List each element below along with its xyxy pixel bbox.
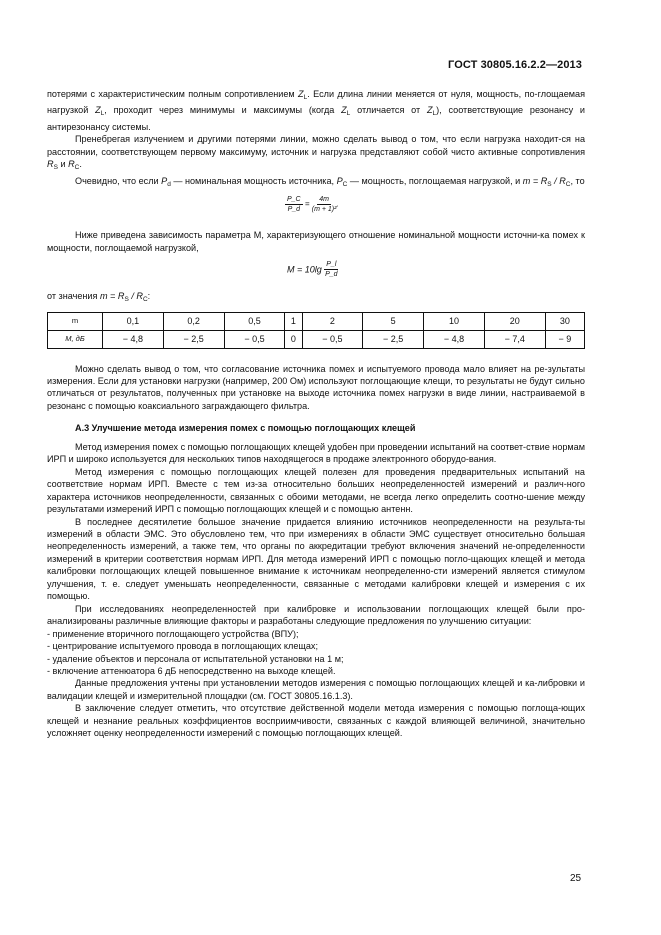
table-cell: 20 bbox=[484, 312, 545, 330]
text-fragment: потерями с характеристическим полным сопротивлением bbox=[47, 89, 299, 99]
text-fragment: , проходит через минимумы и максимумы (когда bbox=[104, 105, 342, 116]
table-cell: − 4,8 bbox=[424, 330, 485, 348]
text-fragment: — номинальная мощность источника, bbox=[170, 175, 337, 186]
paragraph-proposals-taken: Данные предложения учтены при установлении методов измерения с помощью поглощающих клещей и ка-либровки и валидации клещей и измерительной площадки (см. ГОСТ 30805.16.1.3). bbox=[47, 678, 585, 701]
table-cell: 10 bbox=[424, 312, 485, 330]
table-cell: − 0,5 bbox=[224, 330, 285, 348]
symbol-ratio: $m = R_S / R_C$ bbox=[99, 291, 148, 304]
document-header: ГОСТ 30805.16.2.2—2013 bbox=[448, 59, 582, 71]
table-cell: − 2,5 bbox=[163, 330, 224, 348]
text-fragment: и bbox=[57, 159, 69, 170]
table-m-values bbox=[47, 312, 585, 349]
list-item: - центрирование испытуемого провода в поглощающих клещах; bbox=[47, 641, 318, 652]
table-cell: − 0,5 bbox=[302, 330, 363, 348]
fraction-lhs: $\frac{P\_C}{P\_d}$ bbox=[287, 196, 301, 214]
list-item: - включение аттенюатора 6 дБ непосредственно на выходе клещей. bbox=[47, 665, 336, 676]
text-fragment: , то bbox=[570, 175, 585, 186]
paragraph-from-value bbox=[47, 290, 585, 306]
table-header-m: m bbox=[48, 312, 103, 330]
symbol-rs: $R_S$ bbox=[47, 159, 58, 172]
page-body bbox=[47, 88, 585, 740]
paragraph-final: В заключение следует отметить, что отсутствие действенной модели метода измерения с помощью поглоща-ющих клещей и незнание реальных коэффициентов восприимчивости, связанных с каждой влияющей величиной, значительно усложняет оценку неопределенности измерений с помощью поглощающих клещей. bbox=[47, 703, 585, 739]
table-cell: 0,2 bbox=[163, 312, 224, 330]
fraction-pl-pd: $\frac{P\_l}{P\_d}$ bbox=[325, 261, 338, 279]
text-fragment: Очевидно, что если bbox=[75, 175, 162, 186]
text-fragment: от значения bbox=[47, 291, 100, 302]
section-title-a3: А.3 Улучшение метода измерения помех с помощью поглощающих клещей bbox=[75, 423, 416, 434]
symbol-zl: $Z_L$ bbox=[426, 105, 437, 118]
paragraph-last-decade: В последнее десятилетие большое значение придается влиянию источников неопределенности на результа-ты измерений в области ЭМС. Это обусловлено тем, что при измерениях в области ЭМС существует относительно большая неопределенность измерений, а также тем, что органы по аккредитации требуют включения значений не-определенности измерений в критерии соответствия нормам ИРП. Для метода измерений ИРП с помощью погло-щающих клещей и метода калибровки поглощающих клещей повышенное внимание к источникам неопределенно-сти измерений является стимулом улучшения, т. е. следует уменьшать неопределенности, связанные с методами калибровки клещей и измерения с их помощью. bbox=[47, 516, 585, 602]
table-cell: − 4,8 bbox=[103, 330, 164, 348]
symbol-zl: $Z_L$ bbox=[95, 105, 105, 118]
text-fragment: Пренебрегая излучением и другими потерями линии, можно сделать вывод о том, что если нагрузка находит-ся на расстоянии, соответствующем первому максимуму, источник и нагрузка представляют собой чисто активные сопротивления bbox=[47, 134, 585, 157]
symbol-rc: $R_C$ bbox=[68, 159, 80, 172]
table-header-M: M, дБ bbox=[48, 330, 103, 348]
symbol-pc: $P_C$ bbox=[336, 175, 348, 188]
formula-m-lhs: M = 10lg bbox=[287, 264, 322, 275]
formula-power-ratio: $\frac{P\_C}{P\_d}$ = $\frac{4m}{\text{(m + 1)²}}$ . bbox=[287, 196, 339, 214]
formula-m bbox=[47, 254, 585, 290]
table-cell: 0,5 bbox=[224, 312, 285, 330]
table-cell: 2 bbox=[302, 312, 363, 330]
table-cell: 1 bbox=[285, 312, 302, 330]
symbol-pd: $P_d$ bbox=[161, 175, 171, 188]
text-fragment: ), соответствующие резонансу и антирезонансу системы. bbox=[47, 105, 585, 132]
text-fragment: . bbox=[79, 159, 82, 170]
fraction-rhs: $\frac{4m}{\text{(m + 1)²}}$ bbox=[311, 196, 337, 214]
paragraph-parameter-m: Ниже приведена зависимость параметра M, характеризующего отношение номинальной мощности источни-ка помех к мощности, поглощаемой нагрузкой, bbox=[47, 230, 585, 253]
proposal-list bbox=[47, 628, 585, 678]
paragraph-line-impedance bbox=[47, 88, 585, 133]
text-fragment: . Если длина линии меняется от нуля, мощность, по-глощаемая нагрузкой bbox=[47, 89, 585, 116]
paragraph-research: При исследованиях неопределенностей при калибровке и использовании поглощающих клещей были про-анализированы различные влияющие факторы и разработаны следующие предложения по улучшению ситуации: bbox=[47, 603, 585, 627]
table-row-M bbox=[48, 330, 585, 348]
paragraph-conclusion-matching: Можно сделать вывод о том, что согласование источника помех и испытуемого провода мало влияет на ре-зультаты измерения. Если для установки нагрузки (например, 200 Ом) используют поглощающие клещи, то результаты не будут сильно отличаться от результатов, полученных при установке на выходе источника помех нагрузки в виде линии, настраиваемой в резонанс с помощью коаксиального заграждающего фильтра. bbox=[47, 363, 585, 411]
text-fragment: отличается от bbox=[350, 105, 427, 116]
paragraph-method-convenient: Метод измерения помех с помощью поглощающих клещей удобен при проведении испытаний на соответ-ствие нормам ИРП и широко используется для нескольких типов находящегося в продаже электронного оборудо-вания. bbox=[47, 441, 585, 465]
symbol-zl: $Z_L$ bbox=[341, 105, 351, 118]
text-fragment: : bbox=[147, 291, 151, 302]
list-item: - удаление объектов и персонала от испытательной установки на 1 м; bbox=[47, 653, 344, 664]
table-cell: 0,1 bbox=[103, 312, 164, 330]
paragraph-losses bbox=[47, 133, 585, 174]
table-cell: − 9 bbox=[545, 330, 584, 348]
table-cell: 30 bbox=[545, 312, 584, 330]
page-number: 25 bbox=[570, 873, 582, 884]
paragraph-method-useful: Метод измерения с помощью поглощающих клещей полезен для проведения предварительных испытаний на соответствие нормам ИРП. Вместе с тем из-за относительно больших неопределенностей измерений и различ-ного характера источников неопределенности, связанных с обоими методами, не всегда легко определить соотно-шение между результатами измерений ИРП с помощью поглощающих клещей и с помощью антенн. bbox=[47, 466, 585, 515]
table-cell: 0 bbox=[285, 330, 302, 348]
table-cell: 5 bbox=[363, 312, 424, 330]
symbol-ratio: $m = R_S / R_C$ bbox=[522, 175, 571, 188]
list-item: - применение вторичного поглощающего устройства (ВПУ); bbox=[47, 628, 299, 639]
text-fragment: — мощность, поглощаемая нагрузкой, и bbox=[347, 175, 523, 186]
table-cell: − 2,5 bbox=[363, 330, 424, 348]
paragraph-obviously bbox=[47, 175, 585, 191]
table-row-m bbox=[48, 312, 585, 330]
symbol-zl: $Z_L$ bbox=[298, 89, 308, 101]
table-cell: − 7,4 bbox=[484, 330, 545, 348]
